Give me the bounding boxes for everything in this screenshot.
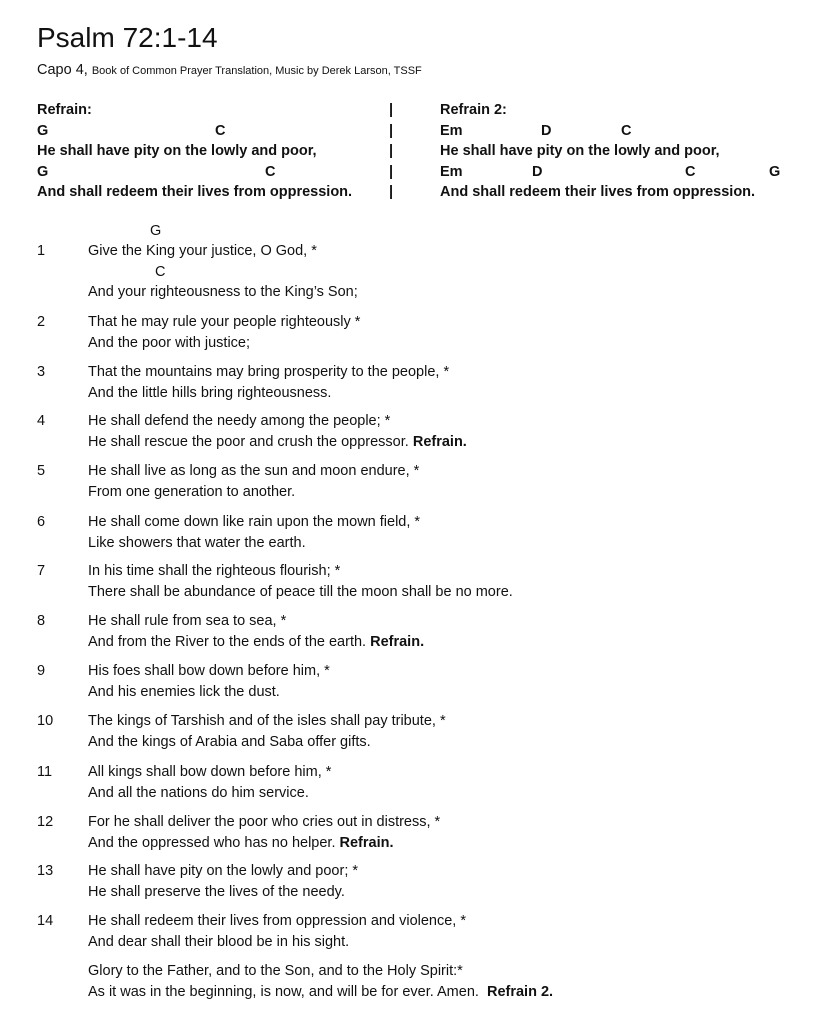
refrain-lyric: And shall redeem their lives from oppression.	[440, 184, 756, 201]
verse-text: And his enemies lick the dust.	[88, 683, 280, 700]
chord: C	[685, 163, 696, 180]
gloria-text: As it was in the beginning, is now, and will be for ever. Amen.	[88, 984, 479, 1000]
verse-line: He shall come down like rain upon the mown field, *	[88, 514, 421, 530]
verse-chord: C	[155, 264, 166, 280]
verse-line	[88, 783, 309, 803]
refrain-cue: Refrain 2.	[486, 984, 554, 1000]
verse-line: For he shall deliver the poor who cries out in distress, *	[88, 814, 441, 830]
verse-number: 9	[37, 663, 46, 679]
subtitle	[37, 60, 422, 81]
verse-line: That he may rule your people righteously *	[88, 314, 361, 330]
verse-line	[88, 282, 358, 302]
chord: Em	[440, 122, 463, 139]
divider: |	[389, 143, 394, 160]
divider: |	[389, 184, 394, 201]
refrain-cue: Refrain.	[412, 433, 467, 450]
capo-text: Capo 4,	[37, 62, 88, 78]
verse-line	[88, 833, 394, 853]
verse-text: He shall preserve the lives of the needy.	[88, 883, 345, 900]
verse-line	[88, 383, 331, 403]
verse-text: And your righteousness to the King’s Son;	[88, 284, 358, 300]
verse-text: Like showers that water the earth.	[88, 534, 306, 551]
verse-number: 11	[37, 764, 53, 780]
refrain-2	[440, 100, 800, 203]
verse-line	[88, 582, 513, 602]
refrain-1	[37, 100, 382, 203]
verse-line	[88, 533, 306, 553]
verse-text: And the oppressed who has no helper.	[88, 834, 336, 851]
verse-line: Give the King your justice, O God, *	[88, 243, 317, 259]
verse-line	[88, 732, 371, 752]
verse-line	[88, 932, 349, 952]
refrain-lyric: He shall have pity on the lowly and poor,	[440, 143, 720, 160]
refrain-cue: Refrain.	[339, 834, 394, 851]
verse-number: 3	[37, 364, 46, 380]
verse-line	[88, 632, 424, 652]
chord: D	[532, 163, 543, 180]
verse-line	[88, 333, 250, 353]
verse-text: There shall be abundance of peace till the moon shall be no more.	[88, 583, 513, 600]
chord: G	[769, 163, 781, 180]
verse-number: 10	[37, 713, 54, 729]
verse-line: He shall redeem their lives from oppression and violence, *	[88, 913, 466, 929]
verse-line: That the mountains may bring prosperity to the people, *	[88, 364, 450, 380]
refrain-heading: Refrain 2:	[440, 102, 507, 118]
refrain-cue: Refrain.	[370, 633, 425, 650]
verse-text: And the kings of Arabia and Saba offer gifts.	[88, 733, 371, 750]
verse-text: And all the nations do him service.	[88, 784, 309, 801]
verse-line	[88, 882, 345, 902]
verse-line: All kings shall bow down before him, *	[88, 764, 332, 780]
verse-text: And the little hills bring righteousness.	[88, 384, 332, 401]
chord: G	[37, 122, 49, 139]
verse-number: 6	[37, 514, 46, 530]
verse-line: In his time shall the righteous flourish; *	[88, 563, 341, 579]
gloria-line: Glory to the Father, and to the Son, and to the Holy Spirit:*	[88, 963, 463, 979]
verse-line	[88, 432, 467, 452]
chord: Em	[440, 163, 463, 180]
verse-number: 14	[37, 913, 54, 929]
verse-number: 8	[37, 613, 46, 629]
chord: D	[541, 122, 552, 139]
verse-line	[88, 682, 280, 702]
divider: |	[389, 163, 394, 180]
verse-text: And dear shall their blood be in his sight.	[88, 933, 350, 950]
verse-number: 4	[37, 413, 46, 429]
verse-number: 5	[37, 463, 46, 479]
verse-text: From one generation to another.	[88, 483, 296, 500]
verse-number: 1	[37, 243, 46, 259]
verse-line: His foes shall bow down before him, *	[88, 663, 330, 679]
chord: G	[37, 163, 49, 180]
refrain-lyric: He shall have pity on the lowly and poor,	[37, 143, 317, 160]
refrain-heading: Refrain:	[37, 102, 92, 118]
verse-line	[88, 482, 295, 502]
verse-line: He shall defend the needy among the people; *	[88, 413, 391, 429]
page-title: Psalm 72:1-14	[37, 22, 218, 53]
verse-text: He shall rescue the poor and crush the oppressor.	[88, 433, 409, 450]
verse-text: And the poor with justice;	[88, 334, 251, 351]
chord: C	[265, 163, 276, 180]
verse-number: 2	[37, 314, 46, 330]
verse-line: He shall have pity on the lowly and poor; *	[88, 863, 359, 879]
chord: C	[215, 122, 226, 139]
verse-text: And from the River to the ends of the earth.	[88, 633, 367, 650]
verse-number: 12	[37, 814, 54, 830]
divider: |	[389, 122, 394, 139]
verse-line: He shall live as long as the sun and moon endure, *	[88, 463, 420, 479]
verse-line: The kings of Tarshish and of the isles shall pay tribute, *	[88, 713, 446, 729]
divider: |	[389, 102, 394, 118]
chord: C	[621, 122, 632, 139]
verse-number: 7	[37, 563, 46, 579]
verse-line: He shall rule from sea to sea, *	[88, 613, 287, 629]
credit-text: Book of Common Prayer Translation, Music by Derek Larson, TSSF	[91, 65, 422, 77]
refrain-lyric: And shall redeem their lives from oppression.	[37, 184, 353, 201]
verse-chord: G	[150, 223, 162, 239]
gloria-line	[88, 982, 553, 1002]
verse-number: 13	[37, 863, 54, 879]
